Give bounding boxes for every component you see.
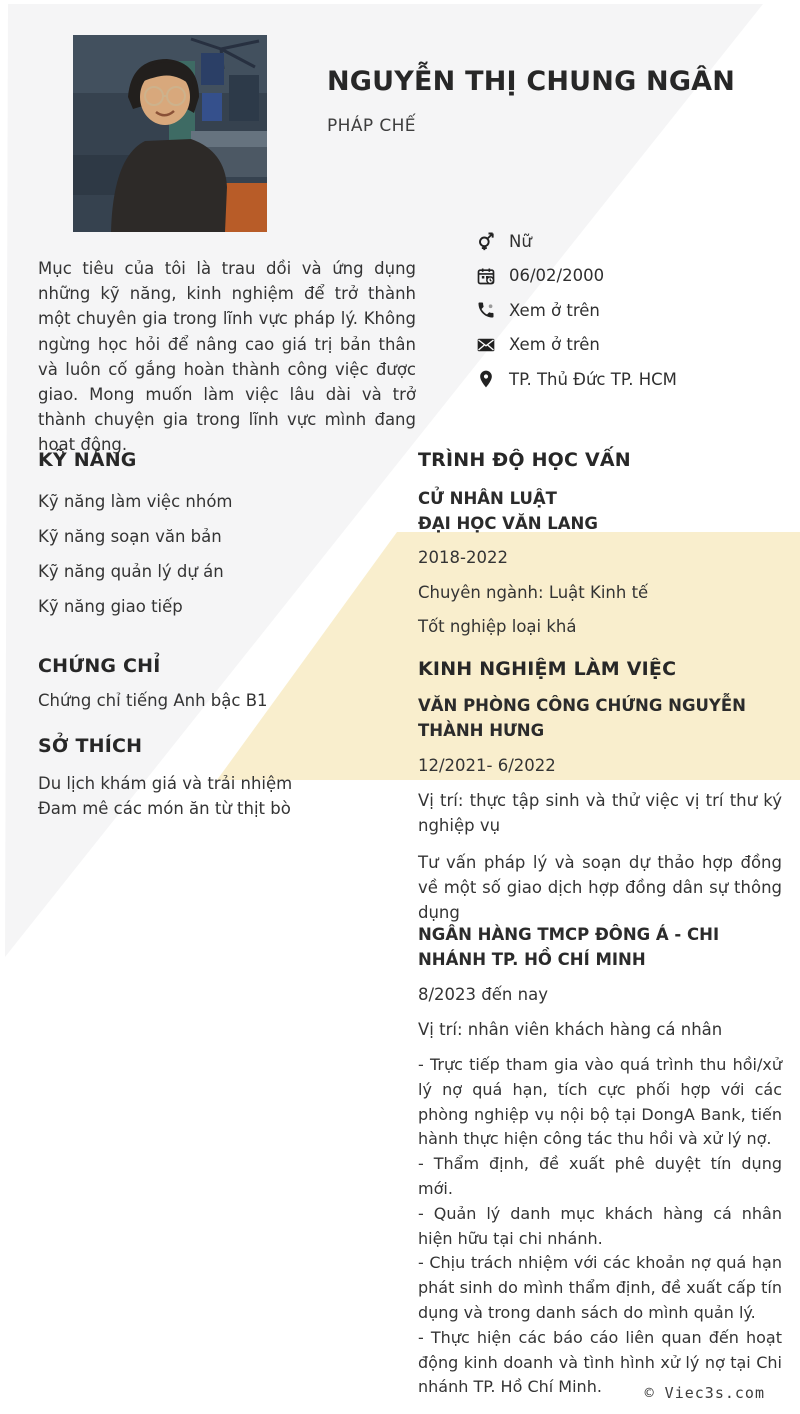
page-title-name: NGUYỄN THỊ CHUNG NGÂN: [327, 66, 736, 97]
experience-heading: KINH NGHIỆM LÀM VIỆC: [418, 658, 677, 680]
contact-item-email: [476, 334, 677, 356]
education-heading: TRÌNH ĐỘ HỌC VẤN: [418, 449, 631, 471]
job-position: Vị trí: thực tập sinh và thử việc vị trí thư ký nghiệp vụ: [418, 791, 782, 836]
education-period: 2018-2022: [418, 548, 508, 567]
hobby-line: Du lịch khám giá và trải nhiệm: [38, 774, 293, 793]
objective-text: Mục tiêu của tôi là trau dồi và ứng dụng những kỹ năng, kinh nghiệm để trở thành một chuyên gia trong lĩnh vực pháp lý. Không ngừng học hỏi để nâng cao giá trị bản thân và luôn cố gắng hoàn thành công việc được giao. Mong muốn làm việc lâu dài và trở thành chuyện gia trong lĩnh vực mình đang hoạt động.: [38, 259, 416, 455]
job-bullet: - Thẩm định, đề xuất phê duyệt tín dụng mới.: [418, 1154, 782, 1198]
contact-value: 06/02/2000: [509, 266, 605, 285]
contact-value: TP. Thủ Đức TP. HCM: [509, 369, 677, 389]
job-period: 8/2023 đến nay: [418, 985, 548, 1004]
job-bullet: - Thực hiện các báo cáo liên quan đến hoạt động kinh doanh và tình hình xử lý nợ tại Chi nhánh TP. Hồ Chí Minh.: [418, 1327, 782, 1397]
footer-copyright: © Viec3s.com: [644, 1384, 765, 1402]
job-title: PHÁP CHẾ: [327, 116, 416, 136]
hobby-line: Đam mê các món ăn từ thịt bò: [38, 799, 291, 819]
contact-item-phone: [476, 299, 677, 321]
profile-photo-illustration: [73, 35, 267, 232]
education-school: ĐẠI HỌC VĂN LANG: [418, 513, 598, 533]
job-company: NGÂN HÀNG TMCP ĐÔNG Á - CHI NHÁNH TP. HỒ CHÍ MINH: [418, 925, 720, 969]
certificates-heading: CHỨNG CHỈ: [38, 655, 161, 677]
gender-icon: [476, 231, 496, 251]
contact-item-gender: [476, 230, 677, 252]
location-icon: [476, 369, 496, 389]
education-degree-school: [418, 487, 782, 536]
job-position: Vị trí: nhân viên khách hàng cá nhân: [418, 1020, 723, 1039]
education-grade: Tốt nghiệp loại khá: [418, 617, 577, 636]
job-bullet: - Chịu trách nhiệm với các khoản nợ quá hạn phát sinh do mình thẩm định, đề xuất cấp tín dụng và trong danh sách do mình quản lý.: [418, 1253, 782, 1322]
job-bullet: - Trực tiếp tham gia vào quá trình thu hồi/xử lý nợ quá hạn, tích cực phối hợp với các phòng nghiệp vụ nội bộ tại DongA Bank, tiến hành thực hiện công tác thu hồi và xử lý nợ.: [418, 1055, 782, 1149]
hobbies-heading: SỞ THÍCH: [38, 735, 143, 757]
job-bullet-list: [418, 1053, 782, 1400]
email-icon: [476, 335, 496, 355]
contact-value: Xem ở trên: [509, 300, 600, 320]
contact-item-address: [476, 368, 677, 390]
contact-item-birthdate: [476, 265, 677, 287]
education-degree: CỬ NHÂN LUẬT: [418, 489, 557, 508]
hobbies-block: [38, 771, 292, 821]
contact-list: [476, 230, 677, 390]
skills-heading: KỸ NĂNG: [38, 449, 137, 471]
certificate-item: Chứng chỉ tiếng Anh bậc B1: [38, 691, 268, 710]
phone-icon: [476, 300, 496, 320]
job-company: VĂN PHÒNG CÔNG CHỨNG NGUYỄN THÀNH HƯNG: [418, 696, 746, 740]
calendar-icon: [476, 266, 496, 286]
skill-item: Kỹ năng làm việc nhóm: [38, 492, 233, 511]
profile-photo: [73, 35, 267, 232]
job-description: Tư vấn pháp lý và soạn dự thảo hợp đồng về một số giao dịch hợp đồng dân sự thông dụng: [418, 853, 782, 923]
skills-list: [38, 491, 233, 618]
skill-item: Kỹ năng giao tiếp: [38, 597, 183, 616]
contact-value: Xem ở trên: [509, 335, 600, 354]
skill-item: Kỹ năng soạn văn bản: [38, 527, 222, 546]
contact-value: Nữ: [509, 231, 532, 251]
skill-item: Kỹ năng quản lý dự án: [38, 562, 224, 581]
education-major: Chuyên ngành: Luật Kinh tế: [418, 583, 649, 602]
job-bullet: - Quản lý danh mục khách hàng cá nhân hiện hữu tại chi nhánh.: [418, 1203, 782, 1248]
job-period: 12/2021- 6/2022: [418, 756, 556, 775]
